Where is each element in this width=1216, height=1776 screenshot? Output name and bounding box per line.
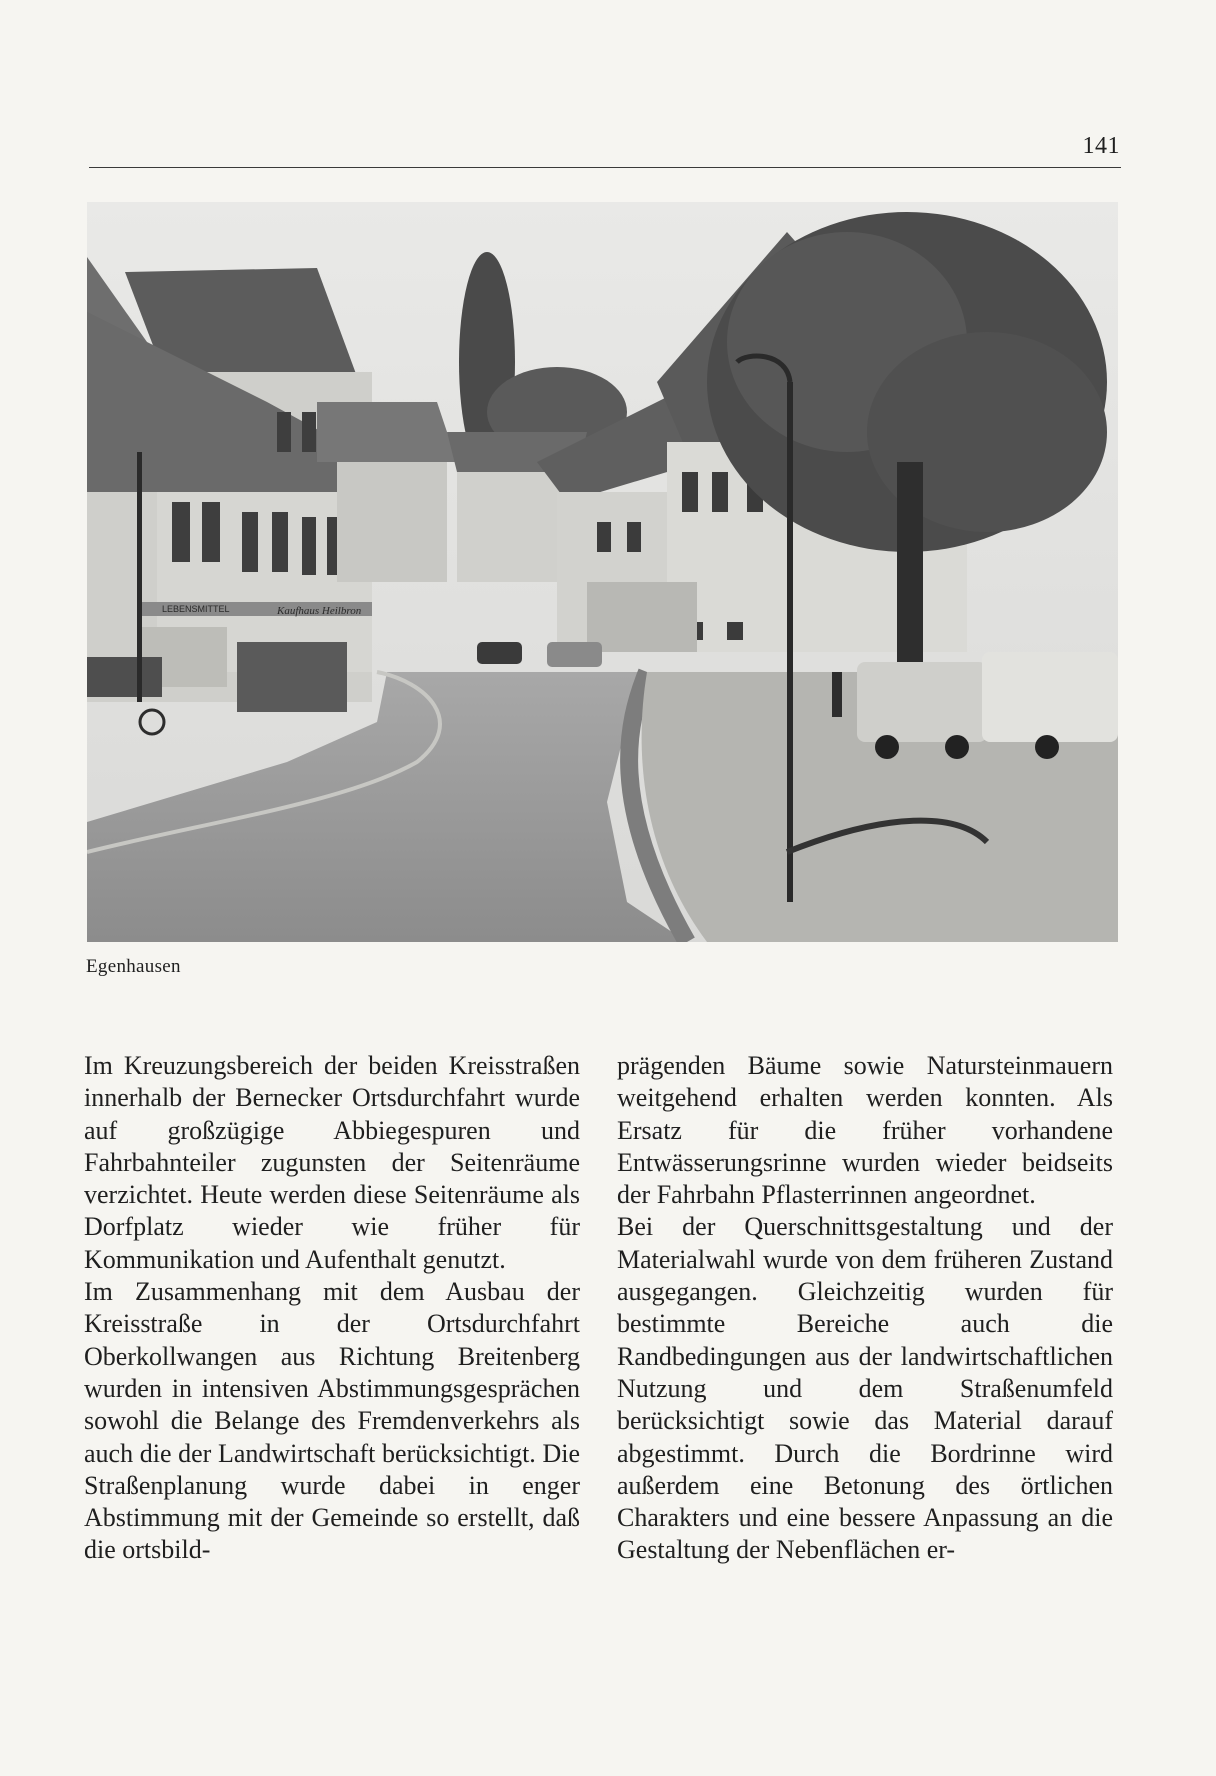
photo-caption: Egenhausen bbox=[86, 956, 181, 977]
shop-sign-right: Kaufhaus Heilbron bbox=[277, 605, 362, 617]
shop-sign-left: LEBENSMITTEL bbox=[162, 604, 230, 614]
paragraph: Im Zusammenhang mit dem Ausbau der Kreisstraße in der Ortsdurchfahrt Oberkollwangen aus Richtung Breitenberg wurden in intensiven Abstimmungsgesprächen sowohl die Belange des Fremdenverkehrs als auch die der Landwirtschaft berücksichtigt. Die Straßenplanung wurde dabei in enger Abstimmung mit der Gemeinde so erstellt, daß die ortsbild- bbox=[84, 1277, 580, 1565]
village-street-photo bbox=[87, 202, 1118, 942]
page-number: 141 bbox=[1082, 133, 1120, 159]
header-rule bbox=[89, 167, 1121, 168]
paragraph: prägenden Bäume sowie Natursteinmauern weitgehend erhalten werden konnten. Als Ersatz für die früher vorhandene Entwässerungsrinne wurden wieder beidseits der Fahrbahn Pflasterrinnen angeordnet. bbox=[617, 1051, 1113, 1210]
paragraph: Bei der Querschnittsgestaltung und der Materialwahl wurde von dem früheren Zustand ausgegangen. Gleichzeitig wurden für bestimmte Bereiche auch die Randbedingungen aus der landwirtschaftlichen Nutzung und dem Straßenumfeld berücksichtigt sowie das Material darauf abgestimmt. Durch die Bordrinne wird außerdem eine Betonung des örtlichen Charakters und eine bessere Anpassung an die Gestaltung der Nebenflächen er- bbox=[617, 1212, 1113, 1565]
text-column-right bbox=[617, 1050, 1113, 1567]
text-column-left bbox=[84, 1050, 580, 1567]
paragraph: Im Kreuzungsbereich der beiden Kreisstraßen innerhalb der Bernecker Ortsdurchfahrt wurde auf großzügige Abbiegespuren und Fahrbahnteiler zugunsten der Seitenräume verzichtet. Heute werden diese Seitenräume als Dorfplatz wieder wie früher für Kommunikation und Aufenthalt genutzt. bbox=[84, 1051, 580, 1274]
